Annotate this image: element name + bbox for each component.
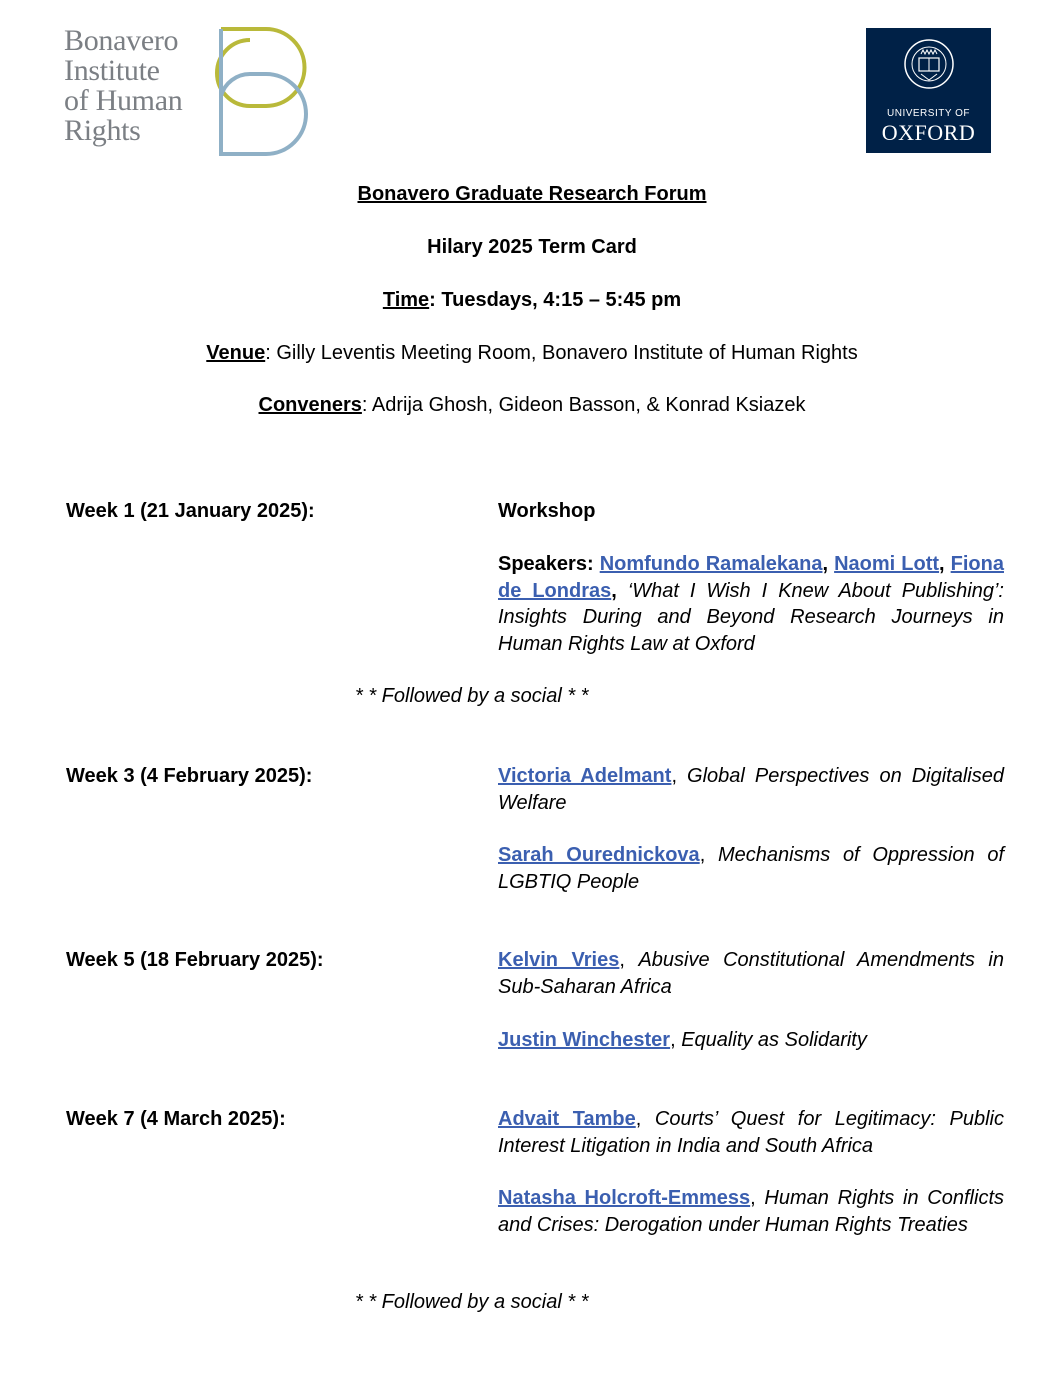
speaker-link[interactable]: Kelvin Vries: [498, 949, 620, 971]
talk-title: Global Perspectives on Digitalised Welfare: [498, 765, 1004, 814]
talk-entry: Kelvin Vries, Abusive Constitutional Amendments in Sub-Saharan Africa: [498, 949, 1004, 998]
speaker-link[interactable]: Nomfundo Ramalekana: [599, 553, 823, 575]
conveners-line: Conveners: Adrija Ghosh, Gideon Basson, & Konrad Ksiazek: [258, 394, 806, 416]
week-1-heading: Workshop: [498, 500, 596, 522]
social-note: * * Followed by a social * *: [355, 685, 589, 707]
talk-entry: Advait Tambe, Courts’ Quest for Legitimacy: Public Interest Litigation in India and South Africa: [498, 1108, 1004, 1157]
week-1-label: Week 1 (21 January 2025):: [66, 500, 315, 522]
talk-entry: Sarah Ourednickova, Mechanisms of Oppression of LGBTIQ People: [498, 844, 1004, 893]
week-1-workshop: Speakers: Nomfundo Ramalekana, Naomi Lott, Fiona de Londras, ‘What I Wish I Knew About Publishing’: Insights During and Beyond Research Journeys in Human Rights Law at Oxford: [498, 553, 1004, 655]
oxford-seal-icon: [903, 36, 955, 98]
oxford-name: OXFORD: [881, 120, 976, 145]
speaker-link[interactable]: Sarah Ourednickova: [498, 844, 700, 866]
bonavero-wordmark: Bonavero Institute of Human Rights: [64, 24, 183, 147]
speaker-link[interactable]: Justin Winchester: [498, 1029, 671, 1051]
term-card-title: Hilary 2025 Term Card: [427, 236, 637, 258]
talk-title: ‘What I Wish I Knew About Publishing’: Insights During and Beyond Research Journeys in Human Rights Law at Oxford: [498, 579, 1004, 655]
talk-title: Mechanisms of Oppression of LGBTIQ People: [498, 844, 1004, 893]
speaker-link[interactable]: Naomi Lott: [834, 553, 940, 575]
speaker-link[interactable]: Natasha Holcroft-Emmess: [498, 1187, 751, 1209]
week-5-label: Week 5 (18 February 2025):: [66, 949, 324, 971]
speaker-link[interactable]: Victoria Adelmant: [498, 765, 672, 787]
speaker-link[interactable]: Fiona de Londras: [498, 553, 1004, 602]
week-3-label: Week 3 (4 February 2025):: [66, 765, 313, 787]
talk-entry: Victoria Adelmant, Global Perspectives on Digitalised Welfare: [498, 765, 1004, 814]
venue-line: Venue: Gilly Leventis Meeting Room, Bonavero Institute of Human Rights: [206, 342, 858, 364]
oxford-university-of: UNIVERSITY OF: [887, 108, 970, 119]
talk-title: Equality as Solidarity: [681, 1029, 867, 1051]
oxford-logo: [866, 28, 991, 153]
talk-title: Human Rights in Conflicts and Crises: Derogation under Human Rights Treaties: [498, 1187, 1004, 1236]
talk-entry: Natasha Holcroft-Emmess, Human Rights in Conflicts and Crises: Derogation under Human Rights Treaties: [498, 1187, 1004, 1236]
bonavero-logo: [64, 26, 314, 158]
social-note: * * Followed by a social * *: [355, 1291, 589, 1313]
speaker-link[interactable]: Advait Tambe: [498, 1108, 636, 1130]
forum-title: Bonavero Graduate Research Forum: [357, 183, 707, 205]
bonavero-b-mark-icon: [214, 26, 314, 158]
week-7-label: Week 7 (4 March 2025):: [66, 1108, 286, 1130]
talk-title: Abusive Constitutional Amendments in Sub-Saharan Africa: [498, 949, 1004, 998]
talk-title: Courts’ Quest for Legitimacy: Public Interest Litigation in India and South Africa: [498, 1108, 1004, 1157]
talk-entry: Justin Winchester, Equality as Solidarity: [498, 1029, 867, 1051]
time-line: Time: Tuesdays, 4:15 – 5:45 pm: [382, 289, 682, 311]
